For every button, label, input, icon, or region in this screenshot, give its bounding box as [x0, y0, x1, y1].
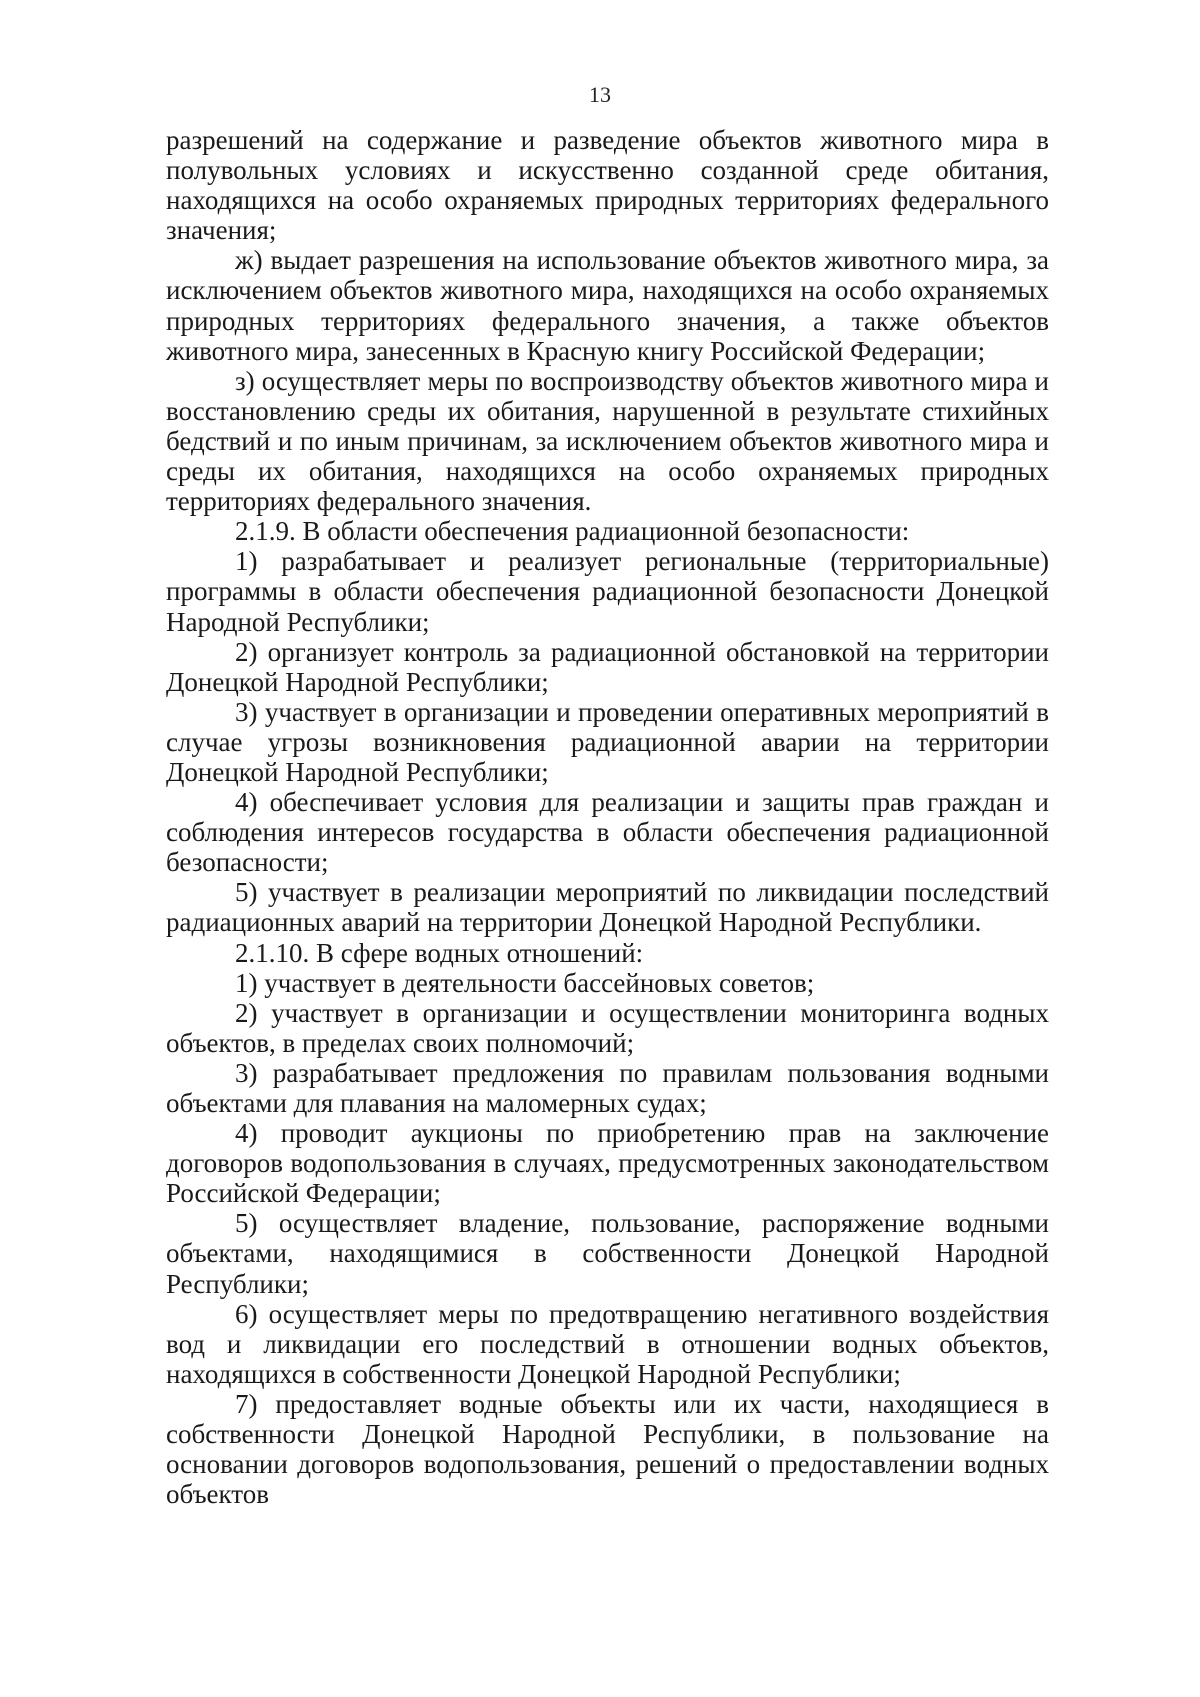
- paragraph-item-3: 3) участвует в организации и проведении оперативных мероприятий в случае угрозы возникновения радиационной аварии на территории Донецкой Народной Республики;: [166, 696, 1049, 787]
- paragraph-item-4: 4) проводит аукционы по приобретению прав на заключение договоров водопользования в случаях, предусмотренных законодательством Российской Федерации;: [166, 1118, 1049, 1209]
- paragraph-item-2: 2) участвует в организации и осуществлении мониторинга водных объектов, в пределах своих полномочий;: [166, 997, 1049, 1058]
- paragraph-item-5: 5) осуществляет владение, пользование, распоряжение водными объектами, находящимися в собственности Донецкой Народной Республики;: [166, 1208, 1049, 1299]
- paragraph-item-z: з) осуществляет меры по воспроизводству объектов животного мира и восстановлению среды их обитания, нарушенной в результате стихийных бедствий и по иным причинам, за исключением объектов животного мира и среды их обитания, находящихся на особо охраняемых природных территориях федерального значения.: [166, 365, 1049, 517]
- page-number: 13: [589, 82, 611, 107]
- paragraph-item-3: 3) разрабатывает предложения по правилам пользования водными объектами для плавания на маломерных судах;: [166, 1057, 1049, 1118]
- paragraph-item-zh: ж) выдает разрешения на использование объектов животного мира, за исключением объектов животного мира, находящихся на особо охраняемых природных территориях федерального значения, а также объектов животного мира, занесенных в Красную книгу Российской Федерации;: [166, 245, 1049, 366]
- paragraph-item-1: 1) участвует в деятельности бассейновых советов;: [235, 967, 815, 998]
- section-heading-2-1-10: 2.1.10. В сфере водных отношений:: [235, 937, 644, 968]
- paragraph-item-1: 1) разрабатывает и реализует региональные (территориальные) программы в области обеспечения радиационной безопасности Донецкой Народной Республики;: [166, 546, 1049, 637]
- paragraph-item-4: 4) обеспечивает условия для реализации и защиты прав граждан и соблюдения интересов государства в области обеспечения радиационной безопасности;: [166, 787, 1049, 878]
- document-body: [166, 125, 1049, 1509]
- section-heading-2-1-9: 2.1.9. В области обеспечения радиационной безопасности:: [235, 516, 910, 547]
- paragraph-item-2: 2) организует контроль за радиационной обстановкой на территории Донецкой Народной Республики;: [166, 636, 1049, 697]
- paragraph-item-6: 6) осуществляет меры по предотвращению негативного воздействия вод и ликвидации его последствий в отношении водных объектов, находящихся в собственности Донецкой Народной Республики;: [166, 1298, 1049, 1389]
- paragraph-continuation: разрешений на содержание и разведение объектов животного мира в полувольных условиях и искусственно созданной среде обитания, находящихся на особо охраняемых природных территориях федерального значения;: [166, 125, 1049, 246]
- paragraph-item-5: 5) участвует в реализации мероприятий по ликвидации последствий радиационных аварий на территории Донецкой Народной Республики.: [166, 877, 1049, 938]
- paragraph-item-7: 7) предоставляет водные объекты или их части, находящиеся в собственности Донецкой Народной Республики, в пользование на основании договоров водопользования, решений о предоставлении водных объектов: [166, 1388, 1049, 1510]
